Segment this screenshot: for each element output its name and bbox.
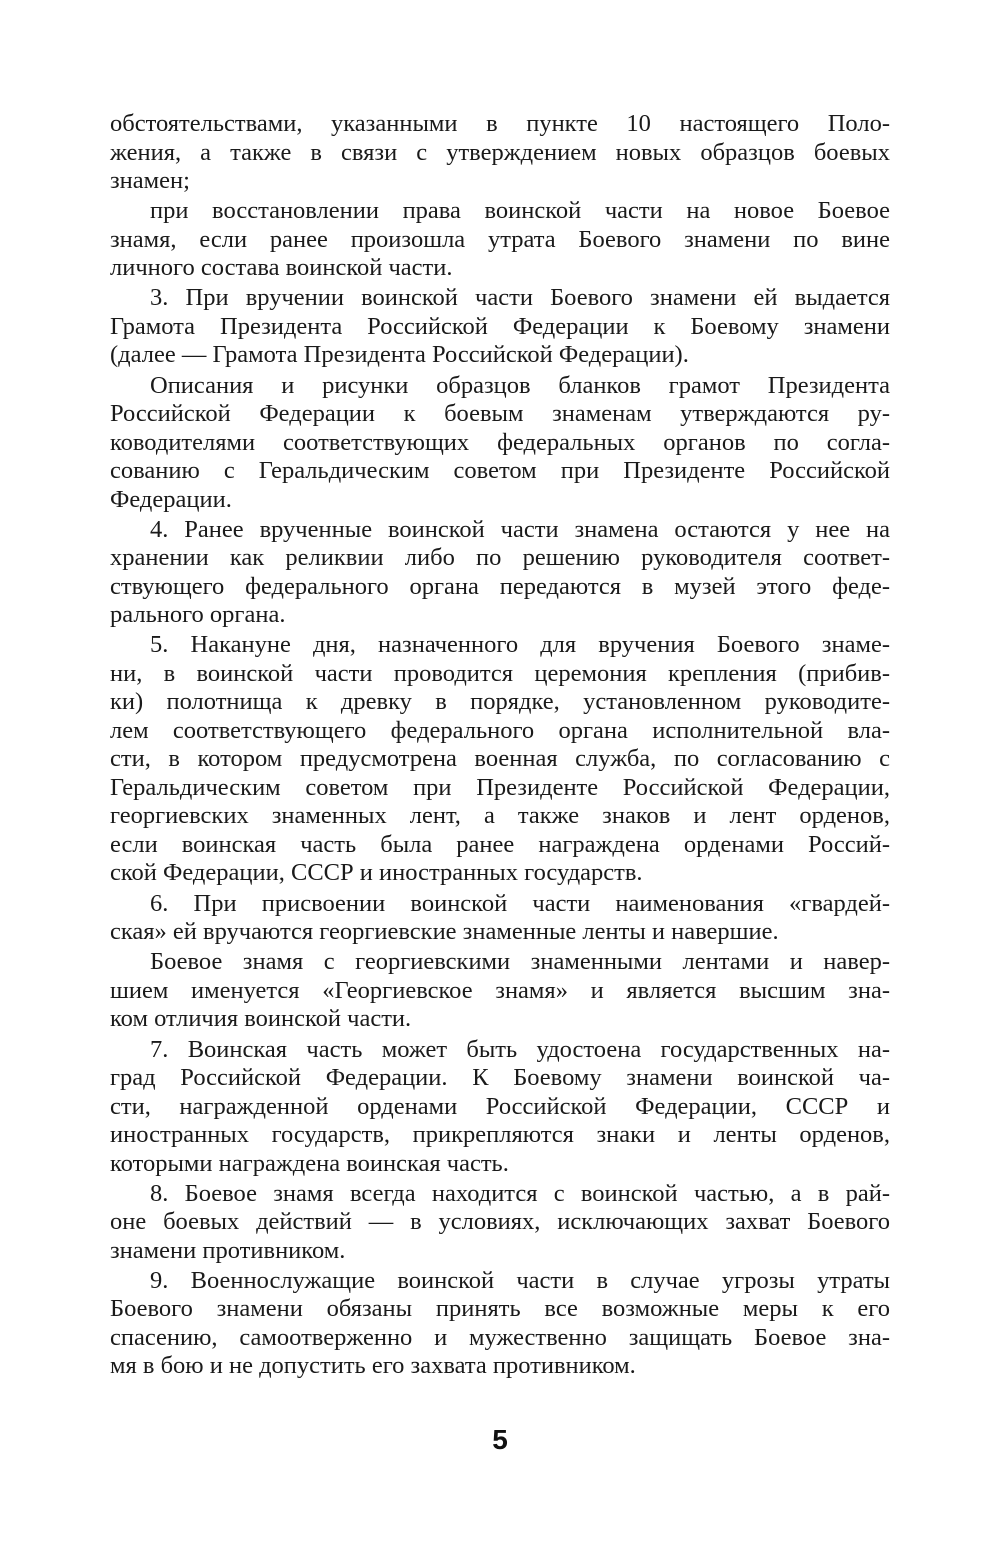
text-line: 9. Военнослужащие воинской части в случае угрозы утраты [150,1266,890,1294]
text-line: Геральдическим советом при Президенте Российской Федерации, [110,773,890,801]
text-line: ская» ей вручаются георгиевские знаменные ленты и навершие. [110,918,779,946]
text-line: ни, в воинской части проводится церемония крепления (прибив- [110,659,890,687]
paragraph [110,948,890,1034]
text-line: знамя, если ранее произошла утрата Боевого знамени по вине [110,225,890,253]
text-line: личного состава воинской части. [110,254,453,282]
text-line: знамен; [110,167,190,194]
text-line: шием именуется «Георгиевское знамя» и является высшим зна- [110,976,890,1004]
text-line: Боевого знамени обязаны принять все возможные меры к его [110,1295,890,1323]
paragraph [110,372,890,515]
text-line: хранении как реликвии либо по решению руководителя соответ- [110,544,890,572]
text-line: если воинская часть была ранее награждена орденами Россий- [110,830,890,858]
paragraph [110,1180,890,1266]
paragraph [110,197,890,283]
text-line: мя в бою и не допустить его захвата противником. [110,1352,636,1380]
paragraph [110,110,890,196]
text-line: сованию с Геральдическим советом при Президенте Российской [110,457,890,485]
paragraph [110,631,890,888]
text-line: град Российской Федерации. К Боевому знамени воинской ча- [110,1064,890,1091]
text-line: жения, а также в связи с утверждением новых образцов боевых [110,138,890,166]
page-number: 5 [492,1424,508,1455]
paragraph [110,516,890,630]
paragraph [110,890,890,947]
text-line: сти, награжденной орденами Российской Федерации, СССР и [110,1092,890,1120]
text-line: при восстановлении права воинской части на новое Боевое [150,197,890,225]
text-line: 7. Воинская часть может быть удостоена государственных на- [150,1035,890,1063]
text-line: ствующего федерального органа передаются в музей этого феде- [110,572,890,600]
text-line: (далее — Грамота Президента Российской Федерации). [110,341,689,369]
text-line: 5. Накануне дня, назначенного для вручения Боевого знаме- [150,631,890,659]
text-line: сти, в котором предусмотрена военная служба, по согласованию с [110,745,890,773]
text-line: Описания и рисунки образцов бланков грамот Президента [150,371,890,399]
text-line: оне боевых действий — в условиях, исключающих захват Боевого [110,1208,890,1236]
paragraph [110,1267,890,1381]
text-line: 8. Боевое знамя всегда находится с воинской частью, а в рай- [150,1179,890,1207]
body-text [110,110,890,1383]
text-line: которыми награждена воинская часть. [110,1149,509,1177]
text-line: обстоятельствами, указанными в пункте 10 настоящего Поло- [110,110,890,137]
text-line: георгиевских знаменных лент, а также знаков и лент орденов, [110,802,890,830]
text-line: ком отличия воинской части. [110,1005,412,1033]
text-line: Федерации. [110,485,232,513]
text-line: рального органа. [110,601,286,629]
text-line: Российской Федерации к боевым знаменам утверждаются ру- [110,400,890,428]
text-line: 6. При присвоении воинской части наименования «гвардей- [150,889,890,917]
text-line: ской Федерации, СССР и иностранных государств. [110,859,643,887]
text-line: Грамота Президента Российской Федерации к Боевому знамени [110,312,890,340]
text-line: ки) полотнища к древку в порядке, установленном руководите- [110,688,890,716]
text-line: ководителями соответствующих федеральных органов по согла- [110,428,890,456]
text-line: спасению, самоотверженно и мужественно защищать Боевое зна- [110,1323,890,1351]
paragraph [110,284,890,370]
text-line: 3. При вручении воинской части Боевого знамени ей выдается [150,284,890,312]
text-line: знамени противником. [110,1236,346,1264]
text-line: лем соответствующего федерального органа исполнительной вла- [110,716,890,744]
text-line: иностранных государств, прикрепляются знаки и ленты орденов, [110,1121,890,1148]
paragraph [110,1036,890,1179]
text-line: 4. Ранее врученные воинской части знамена остаются у нее на [150,515,890,543]
text-line: Боевое знамя с георгиевскими знаменными лентами и навер- [150,948,890,976]
